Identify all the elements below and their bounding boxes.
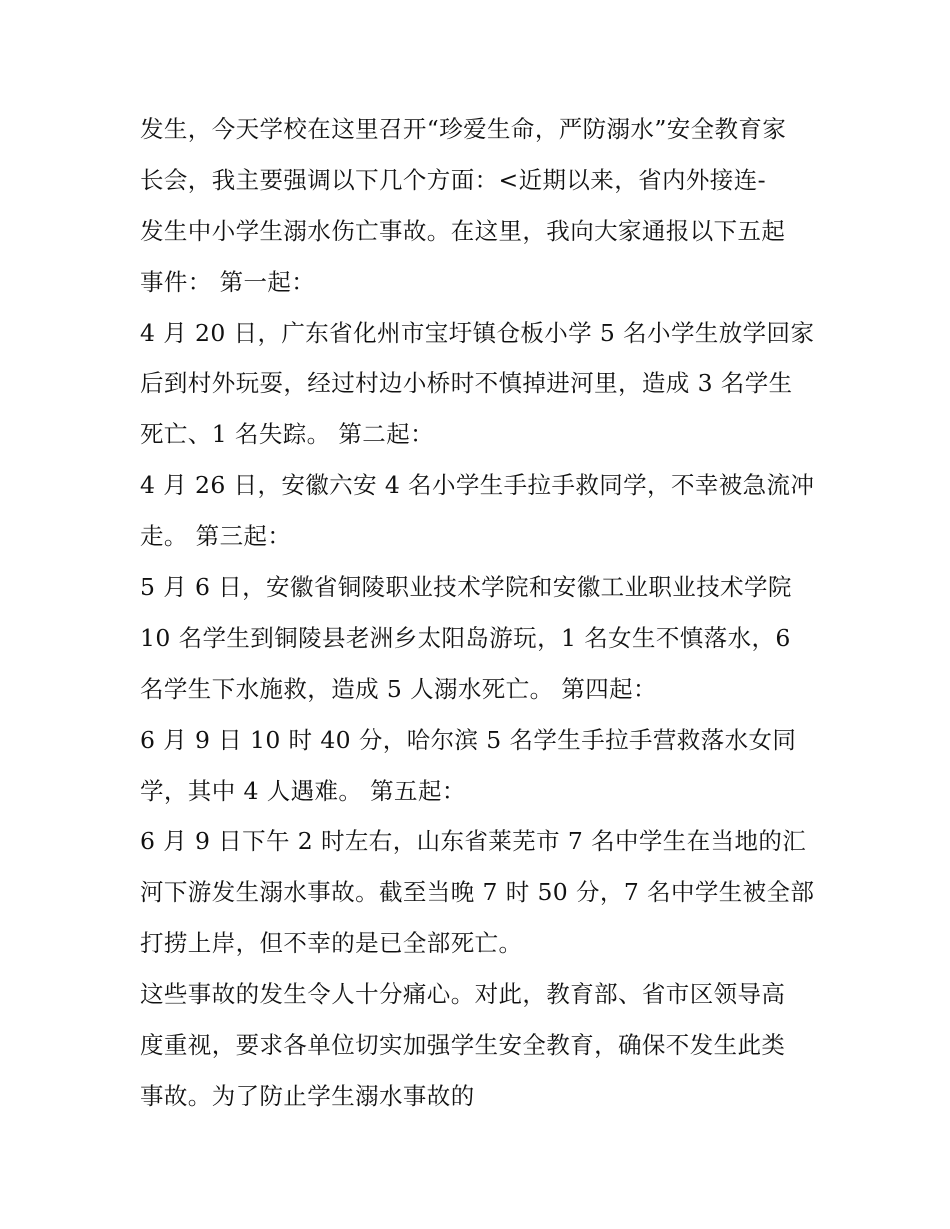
text-line: 河下游发生溺水事故。截至当晚 7 时 50 分，7 名中学生被全部 bbox=[140, 878, 815, 907]
text-line: 事故。为了防止学生溺水事故的 bbox=[140, 1081, 475, 1110]
text-line: 走。 第三起： bbox=[140, 522, 292, 551]
text-line: 打捞上岸，但不幸的是已全部死亡。 bbox=[140, 929, 523, 958]
text-line: 事件： 第一起： bbox=[140, 267, 316, 296]
text-line: 5 月 6 日，安徽省铜陵职业技术学院和安徽工业职业技术学院 bbox=[140, 573, 792, 602]
text-line: 6 月 9 日下午 2 时左右，山东省莱芜市 7 名中学生在当地的汇 bbox=[140, 827, 807, 856]
text-line: 学，其中 4 人遇难。 第五起： bbox=[140, 776, 466, 805]
text-line: 10 名学生到铜陵县老洲乡太阳岛游玩，1 名女生不慎落水，6 bbox=[140, 623, 791, 652]
text-line: 4 月 20 日，广东省化州市宝圩镇仓板小学 5 名小学生放学回家 bbox=[140, 318, 815, 347]
text-line: 4 月 26 日，安徽六安 4 名小学生手拉手救同学，不幸被急流冲 bbox=[140, 471, 815, 500]
text-line: 6 月 9 日 10 时 40 分，哈尔滨 5 名学生手拉手营救落水女同 bbox=[140, 725, 797, 754]
text-line: 死亡、1 名失踪。 第二起： bbox=[140, 420, 434, 449]
text-line: 长会，我主要强调以下几个方面：<近期以来，省内外接连- bbox=[140, 165, 766, 194]
body-text bbox=[140, 104, 830, 1122]
text-line: 发生，今天学校在这里召开“珍爱生命，严防溺水”安全教育家 bbox=[140, 115, 787, 143]
text-line: 名学生下水施救，造成 5 人溺水死亡。 第四起： bbox=[140, 674, 657, 703]
text-line: 度重视，要求各单位切实加强学生安全教育，确保不发生此类 bbox=[140, 1031, 786, 1060]
text-line: 这些事故的发生令人十分痛心。对此，教育部、省市区领导高 bbox=[140, 980, 786, 1009]
text-line: 后到村外玩耍，经过村边小桥时不慎掉进河里，造成 3 名学生 bbox=[140, 369, 793, 398]
text-line: 发生中小学生溺水伤亡事故。在这里，我向大家通报以下五起 bbox=[140, 216, 786, 245]
